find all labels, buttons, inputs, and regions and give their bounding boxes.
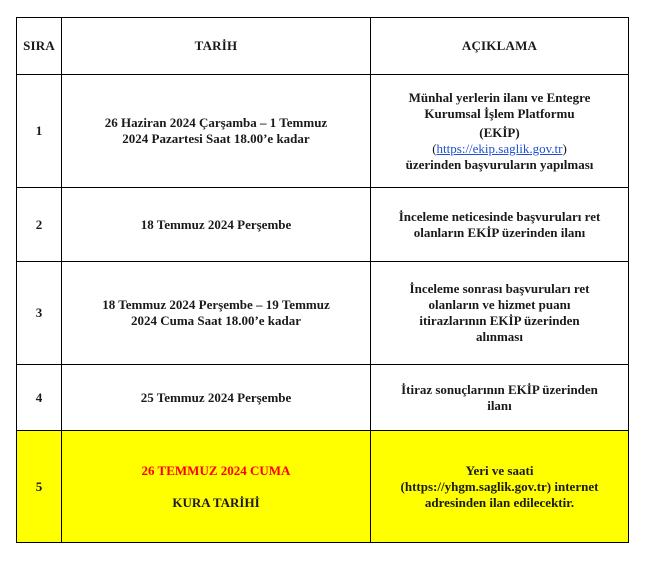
description-line: İnceleme sonrası başvuruları ret — [409, 281, 590, 296]
description-cell — [371, 431, 629, 543]
schedule-table — [16, 17, 629, 543]
date-cell — [62, 431, 371, 543]
description-line: (EKİP) — [479, 124, 520, 140]
header-tarih: TARİH — [62, 18, 371, 75]
description-line: (https://yhgm.saglik.gov.tr) internet — [400, 478, 599, 494]
description-line: alınması — [476, 329, 523, 344]
table-row — [17, 365, 629, 431]
description-line: olanların EKİP üzerinden ilanı — [413, 224, 586, 240]
header-aciklama: AÇIKLAMA — [371, 18, 629, 75]
description-line: ilanı — [487, 397, 512, 413]
table-row-highlighted — [17, 431, 629, 543]
description-cell — [371, 262, 629, 365]
description-line: üzerinden başvuruların yapılması — [405, 156, 594, 172]
date-line: 26 Haziran 2024 Çarşamba – 1 Temmuz — [104, 115, 328, 130]
spacer — [68, 479, 364, 495]
description-cell — [371, 365, 629, 431]
description-cell — [371, 188, 629, 262]
table-row — [17, 75, 629, 188]
table-row — [17, 262, 629, 365]
date-line: 2024 Pazartesi Saat 18.00’e kadar — [122, 131, 310, 146]
date-line: 18 Temmuz 2024 Perşembe – 19 Temmuz — [102, 297, 330, 312]
paren-close: ) — [562, 140, 567, 156]
row-number: 5 — [17, 431, 62, 543]
description-line: adresinden ilan edilecektir. — [424, 494, 575, 510]
date-cell: 18 Temmuz 2024 Perşembe — [62, 188, 371, 262]
row-number: 3 — [17, 262, 62, 365]
date-cell — [62, 75, 371, 188]
draw-date: 26 TEMMUZ 2024 CUMA — [141, 462, 291, 478]
draw-label: KURA TARİHİ — [172, 494, 260, 510]
description-line: olanların ve hizmet puanı — [428, 297, 571, 312]
description-line: İtiraz sonuçlarının EKİP üzerinden — [401, 381, 598, 397]
table-row — [17, 188, 629, 262]
description-line: Yeri ve saati — [465, 462, 534, 478]
date-cell: 25 Temmuz 2024 Perşembe — [62, 365, 371, 431]
description-cell — [371, 75, 629, 188]
description-line: Münhal yerlerin ilanı ve Entegre — [408, 89, 591, 105]
row-number: 1 — [17, 75, 62, 188]
table-header-row — [17, 18, 629, 75]
description-line: İnceleme neticesinde başvuruları ret — [398, 208, 601, 224]
row-number: 2 — [17, 188, 62, 262]
ekip-link[interactable]: https://ekip.saglik.gov.tr — [436, 140, 563, 156]
description-line: itirazlarının EKİP üzerinden — [419, 313, 580, 328]
paren-open: ( — [432, 140, 437, 156]
description-line: Kurumsal İşlem Platformu — [424, 105, 575, 121]
header-sira: SIRA — [17, 18, 62, 75]
date-line: 2024 Cuma Saat 18.00’e kadar — [130, 313, 302, 328]
row-number: 4 — [17, 365, 62, 431]
date-cell — [62, 262, 371, 365]
